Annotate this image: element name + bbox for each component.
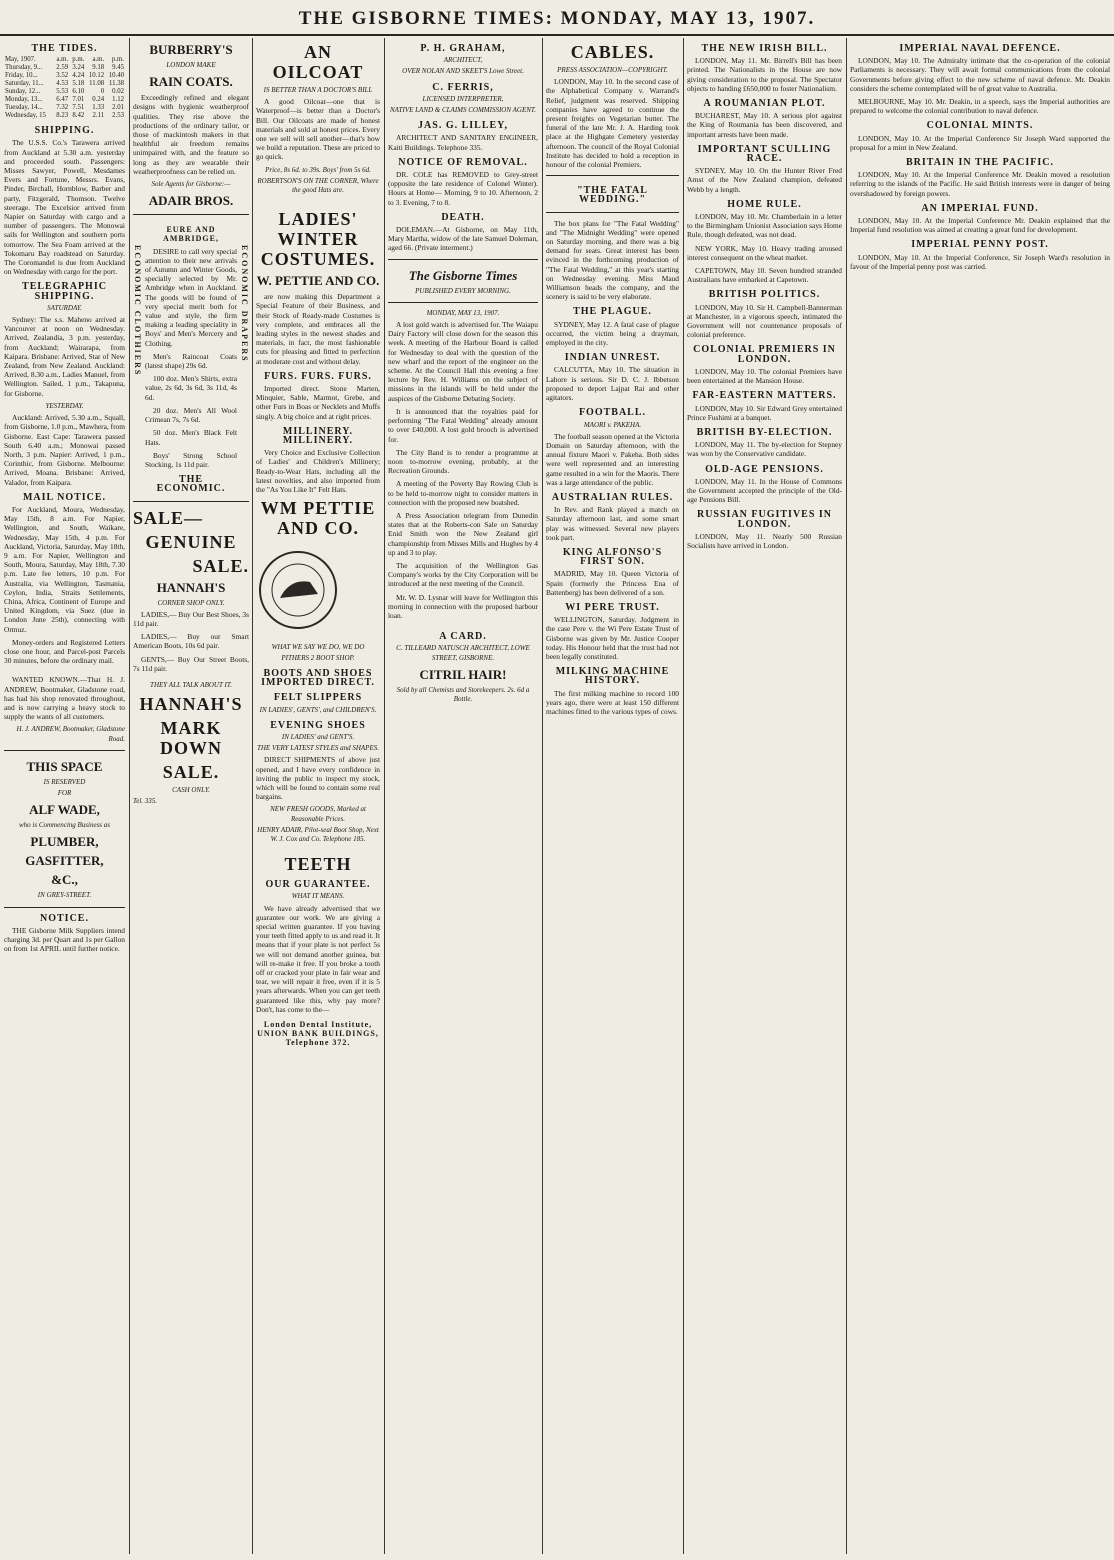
sale-title-3: SALE. bbox=[192, 555, 249, 576]
oilcoat-sub: IS BETTER THAN A DOCTOR'S BILL bbox=[263, 86, 373, 94]
political-text: LONDON, May 10. Sir H. Campbell-Bannerman at Manchester, in a vigorous speech, intimated the Government will not countenance proposals of colonial preference. bbox=[687, 302, 842, 340]
hannah-item: LADIES,— Buy our Smart American Boots, 10s 6d pair. bbox=[133, 632, 249, 651]
melbourne-text: MELBOURNE, May 10. Mr. Deakin, in a speech, says the Imperial authorities are prepared to welcome the colonial contribution to naval defence. bbox=[850, 97, 1110, 116]
markdown-3: SALE. bbox=[162, 762, 220, 783]
milking-text: The first milking machine to record 100 years ago, there were at least 150 different machines fitted to the various types of cows. bbox=[546, 688, 679, 716]
felt-sub: IN LADIES', GENTS', and CHILDREN'S. bbox=[259, 705, 377, 714]
fatal-heading: "THE FATAL WEDDING." bbox=[577, 185, 648, 206]
times-banner bbox=[388, 259, 538, 303]
sale-title-2: GENUINE bbox=[145, 531, 237, 552]
pettie-heading: W. PETTIE AND CO. bbox=[256, 273, 380, 289]
hannah-item: LADIES,— Buy Our Best Shoes, 3s 11d pair. bbox=[133, 609, 249, 628]
news-3: The City Band is to render a programme at noon to-morrow evening, probably, at the Recreation Grounds. bbox=[388, 447, 538, 476]
shipping-text: The U.S.S. Co.'s Tarawera arrived from Auckland at 5.30 a.m. yesterday and proceeded south. Passengers: Misses Sawyer, Powell, Mesdames Evers and Fortune, Messrs. Evans, Pinder, Birchall, Hornblow, Barber and party, Fitzgerald, Thomson. Twelve steerage. The Excelsior arrived from Napier on Saturday with cargo and a number of passengers. The Monowai sails for Wellington and southern ports tomorrow. The Sea Foam arrived at the Tokomaru Bay roadstead on Saturday. The Coromandel is due from Auckland on Wednesday with cargo for the port. bbox=[4, 138, 125, 277]
ferris-sub: LICENSED INTERPRETER, bbox=[422, 94, 504, 103]
tides-cell: 2.59 bbox=[56, 64, 69, 72]
column-5 bbox=[546, 38, 679, 1556]
burberry-agents: Sole Agents for Gisborne:— bbox=[151, 180, 231, 189]
column-2 bbox=[133, 38, 249, 1556]
tides-heading: THE TIDES. bbox=[31, 43, 98, 54]
yesterday-text: Auckland: Arrived, 5.30 a.m., Squall, from Gisborne, 1.0 p.m., Mawhera, from Gisborne. East Cape: Tarawera passed South 6.40 a.m.; Monowai passed North, 3 p.m. Napier: Arrived, 1 p.m., Corinthic, from Gisborne. Melbourne: Arrived, Moana. Brisbane: Arrived, Valador, from Kaipara. bbox=[4, 413, 125, 487]
guarantee-heading: OUR GUARANTEE. bbox=[265, 879, 371, 891]
death-heading: DEATH. bbox=[441, 211, 485, 223]
removal-text: DR. COLE has REMOVED to Grey-street (opposite the late residence of Colonel Winter). Hours at Home— Morning, 9 to 10. Afternoon, 2 to 3. Evening, 7 to 8. bbox=[388, 170, 538, 207]
romanian-heading: A ROUMANIAN PLOT. bbox=[703, 98, 826, 110]
markdown-1: HANNAH'S bbox=[139, 694, 243, 715]
telegraphic-heading: TELEGRAPHIC SHIPPING. bbox=[22, 281, 107, 302]
hair-heading: CITRIL HAIR! bbox=[419, 666, 507, 682]
tides-cell: 11.08 bbox=[89, 80, 105, 88]
millinery-text: Very Choice and Exclusive Collection of Ladies' and Children's Millinery; Ready-to-Wear Hats, including all the latest novelties, and also imported from the "As You Like It" Felt Hats. bbox=[256, 448, 380, 495]
oilcoat-price: Price, 8s 6d. to 39s. Boys' from 5s 6d. bbox=[265, 165, 371, 174]
homerule-heading: HOME RULE. bbox=[727, 198, 802, 210]
mints-heading: COLONIAL MINTS. bbox=[926, 120, 1034, 132]
pacific-heading: BRITAIN IN THE PACIFIC. bbox=[905, 157, 1055, 169]
tides-cell: p.m. bbox=[72, 56, 85, 64]
hannah-items bbox=[133, 610, 249, 673]
column-rule bbox=[683, 38, 684, 1554]
lilley-heading: JAS. G. LILLEY, bbox=[418, 120, 508, 132]
shoe-stamp: WHAT WE SAY WE DO, WE DO bbox=[271, 642, 365, 651]
alf-wade-advert bbox=[4, 750, 125, 908]
furs-heading: FURS. FURS. FURS. bbox=[264, 370, 372, 382]
teeth-text: We have already advertised that we guarantee our work. We are giving a special written guarantee. If you having your teeth fitted apply to us and read it. It means that if your plate is not perfect 5s we will not demand another guinea, but will re-make it free. If you broke a tooth off or cracked your plate in fair wear and tear, we will repair it free, even if it is 5 years afterwards. When you can get teeth guaranteed like this, why pay more? Don't, has come to the— bbox=[256, 903, 380, 1014]
homerule-text: LONDON, May 10. Mr. Chamberlain in a letter to the Birmingham Unionist Association says Home Rule, though defeated, was not dead. bbox=[687, 212, 842, 240]
tides-cell: 0.24 bbox=[92, 96, 105, 104]
space-for: FOR bbox=[57, 789, 72, 797]
cash-only: CASH ONLY. bbox=[172, 786, 210, 795]
tides-cell: p.m. bbox=[111, 56, 124, 64]
fareastern-text: LONDON, May 10. Sir Edward Grey entertained Prince Fushimi at a banquet. bbox=[687, 403, 842, 422]
millinery-heading: MILLINERY. MILLINERY. bbox=[282, 425, 354, 447]
pere-text: WELLINGTON, Saturday. Judgment in the case Pere v. the Wi Pere Estate Trust of Gisborne was given by Mr. Justice Cooper today. His Honour held that the trust had not been legally constituted. bbox=[546, 615, 679, 661]
hannah-sub: CORNER SHOP ONLY. bbox=[157, 598, 225, 607]
column-rule bbox=[384, 38, 385, 1554]
news-1: A lost gold watch is advertised for. The Waiapu Dairy Factory will close down for the season this week. A meeting of the Harbour Board is called for Wednesday to deal with the question of the new wharf and the report of the engineer on the scheme. At the Council Hall this evening a free lecture by Rev. H. Williams on the subject of missions in the islands will be held under the auspices of the Gisborne Debating Society. bbox=[388, 320, 538, 403]
mints-text: LONDON, May 10. At the Imperial Conference Sir Joseph Ward supported the proposal for a mint in New Zealand. bbox=[850, 133, 1110, 152]
tides-cell: 8.42 bbox=[72, 112, 85, 120]
eure-list-item: Boys' Strong School Stocking, 1s 11d pair. bbox=[145, 450, 237, 469]
cables-sub: PRESS ASSOCIATION—COPYRIGHT. bbox=[557, 66, 668, 74]
direct-text: DIRECT SHIPMENTS of above just opened, and I have every confidence in inviting the public to inspect my stock, which will be found to contain some real bargains. bbox=[256, 755, 380, 802]
tides-cell: May, 1907. bbox=[5, 56, 36, 64]
dental-sign: London Dental Institute, UNION BANK BUILDINGS, Telephone 372. bbox=[257, 1020, 379, 1048]
adair-sign: HENRY ADAIR, Pilot-seal Boot Shop, Next W. J. Cox and Co. Telephone 185. bbox=[257, 825, 379, 843]
news-5: A Press Association telegram from Dunedin states that at the Roberts-con Sale on Saturday Enid Smith won the New Zealand girl championship from Misses Mills and Hughes by 4 up and 3 to play. bbox=[388, 510, 538, 557]
wm-pettie-heading: WM PETTIE AND CO. bbox=[260, 498, 376, 539]
wanted-text: WANTED KNOWN.—That H. J. ANDREW, Bootmaker, Gladstone road, has had his shop renovated throughout, and is now carrying a heavy stock to supply the wants of all customers. bbox=[4, 675, 125, 722]
space-name: ALF WADE, bbox=[29, 802, 100, 818]
space-sub: IS RESERVED bbox=[43, 777, 86, 786]
sale-title-1: SALE— bbox=[133, 507, 204, 528]
column-1 bbox=[4, 38, 125, 1556]
notice-text: THE Gisborne Milk Suppliers intend charging 3d. per Quart and 1s per Gallon on from 1st APRIL until further notice. bbox=[4, 925, 125, 954]
ferris-heading: C. FERRIS, bbox=[432, 81, 494, 93]
tides-row bbox=[4, 56, 125, 64]
page-title: THE GISBORNE TIMES: MONDAY, MAY 13, 1907. bbox=[298, 8, 816, 29]
tides-table bbox=[4, 56, 125, 120]
yesterday-sub: YESTERDAY. bbox=[45, 401, 84, 410]
pensions-heading: OLD-AGE PENSIONS. bbox=[705, 463, 824, 475]
markdown-2: MARK DOWN bbox=[160, 718, 222, 759]
robertson-sign: ROBERTSON'S ON THE CORNER, Where the good Hats are. bbox=[257, 176, 379, 195]
fatal-box bbox=[546, 175, 679, 212]
tides-cell: 1.33 bbox=[92, 104, 105, 112]
tides-cell: 3.24 bbox=[72, 64, 85, 72]
space-trade-1: PLUMBER, bbox=[30, 834, 99, 850]
adair-heading: ADAIR BROS. bbox=[148, 193, 234, 209]
indian-text: CALCUTTA, May 10. The situation in Lahore is serious. Sir D. C. J. Ibbetson proposed to deport Lajpat Rai and other agitators. bbox=[546, 365, 679, 403]
tides-cell: 7.32 bbox=[56, 104, 69, 112]
tides-cell: 4.24 bbox=[72, 72, 85, 80]
removal-heading: NOTICE OF REMOVAL. bbox=[398, 156, 528, 168]
tides-cell: 0 bbox=[100, 88, 105, 96]
burberry-sub: LONDON MAKE bbox=[166, 61, 216, 69]
times-sub: PUBLISHED EVERY MORNING. bbox=[415, 286, 511, 295]
column-rule bbox=[129, 38, 130, 1554]
tides-cell: 7.51 bbox=[72, 104, 85, 112]
penny-text: LONDON, May 10. At the Imperial Conference, Sir Joseph Ward's resolution in favour of the Imperial penny post was carried. bbox=[850, 252, 1110, 271]
tides-cell: 4.53 bbox=[56, 80, 69, 88]
graham-sub: ARCHITECT, bbox=[443, 56, 483, 65]
graham-address: OVER NOLAN AND SKEET'S Lowe Street. bbox=[402, 67, 524, 76]
card-heading: A CARD. bbox=[439, 631, 487, 643]
hannah-item: GENTS,— Buy Our Street Boots, 7s 11d pair. bbox=[133, 654, 249, 673]
times-date: MONDAY, MAY 13, 1907. bbox=[426, 308, 500, 317]
space-trade-3: &C., bbox=[51, 872, 78, 888]
tides-cell: 8.23 bbox=[56, 112, 69, 120]
tides-row bbox=[4, 88, 125, 96]
column-rule bbox=[846, 38, 847, 1554]
tides-cell: 5.18 bbox=[72, 80, 85, 88]
telephone: Tel. 335. bbox=[133, 797, 158, 806]
eure-list-item: 20 doz. Men's All Wool Crimean 7s, 7s 6d. bbox=[145, 405, 237, 425]
tides-cell: 11.38 bbox=[108, 80, 124, 88]
eure-advert bbox=[133, 214, 249, 501]
tides-cell: 2.11 bbox=[92, 112, 105, 120]
tides-cell: 3.52 bbox=[56, 72, 69, 80]
indian-heading: INDIAN UNREST. bbox=[564, 352, 661, 364]
wanted-sign: H. J. ANDREW, Bootmaker, Gladstone Road. bbox=[16, 725, 125, 743]
cables-text: LONDON, May 10. In the second case of the Alphabetical Company v. Warrand's Relief, judgment was reserved. Shipping companies have agreed to continue the present freights on Vegetarian butter. The funeral of the late Mr. J. A. Harding took place at the Highgate Cemetery yesterday afternoon. The council of the Royal Colonial Institute has decided to hold a reception in honour of the colonial Premiers. bbox=[546, 77, 679, 170]
tides-cell: 5.53 bbox=[56, 88, 69, 96]
russian-heading: RUSSIAN FUGITIVES IN LONDON. bbox=[696, 509, 833, 530]
tides-cell: 6.10 bbox=[72, 88, 85, 96]
sculling-text: SYDNEY, May 10. On the Hunter River Fred Arnst of the New Zealand champion, defeated Webb by a length. bbox=[687, 166, 842, 194]
burberry-text: Exceedingly refined and elegant designs with hygienic weatherproof qualities. They rise above the productions of the ordinary tailor, or those of mackintosh makers in that healthful air freedom remains unimpaired with, and the feature so long as they are wearable their weatherproofness can be relied on. bbox=[133, 93, 249, 176]
tides-row bbox=[4, 96, 125, 104]
tides-cell: 1.12 bbox=[112, 96, 124, 104]
tides-cell: Sunday, 12... bbox=[5, 88, 41, 96]
hannah-heading: HANNAH'S bbox=[156, 579, 226, 595]
capetown-text: CAPETOWN, May 10. Seven hundred stranded Australians have embarked at Capetown. bbox=[687, 266, 842, 285]
pensions-text: LONDON, May 11. In the House of Commons the Government accepted the principle of the Old-age Pensions Bill. bbox=[687, 476, 842, 505]
tides-row bbox=[4, 112, 125, 120]
milking-heading: MILKING MACHINE HISTORY. bbox=[555, 666, 670, 687]
pere-heading: WI PERE TRUST. bbox=[565, 601, 660, 613]
football-heading: FOOTBALL. bbox=[578, 407, 647, 419]
eure-heading: EURE AND AMBRIDGE, bbox=[163, 225, 219, 244]
news-6: The acquisition of the Wellington Gas Company's works by the City Corporation will be introduced at the next meeting of the Council. bbox=[388, 560, 538, 589]
penny-heading: IMPERIAL PENNY POST. bbox=[911, 239, 1049, 251]
space-heading: THIS SPACE bbox=[26, 758, 103, 774]
tides-row bbox=[4, 72, 125, 80]
furs-text: Imported direct. Stone Marten, Minquier, Sable, Marmot, Grebe, and other Furs in Boas or Necklets and Muffs singly. A big choice and at right prices. bbox=[256, 384, 380, 421]
teeth-heading: TEETH bbox=[284, 854, 352, 875]
irish-text: LONDON, May 11. Mr. Birrell's Bill has been printed. The Nationalists in the House are now giving consideration to the proposal. The Spectator objects to handing £650,000 to foster Nationalism. bbox=[687, 56, 842, 93]
evening-heading: EVENING SHOES bbox=[270, 719, 366, 731]
fresh-goods: NEW FRESH GOODS, Marked at Reasonable Prices. bbox=[270, 805, 366, 823]
boots-heading: BOOTS AND SHOES IMPORTED DIRECT. bbox=[261, 667, 375, 689]
column-rule bbox=[252, 38, 253, 1554]
football-sub: MAORI v. PAKEHA. bbox=[583, 420, 642, 429]
death-text: DOLEMAN.—At Gisborne, on May 11th, Mary Martha, widow of the late Samuel Doleman, aged 66. (Private interment.) bbox=[388, 225, 538, 253]
defence-heading: IMPERIAL NAVAL DEFENCE. bbox=[899, 43, 1061, 54]
hannah-talk: THEY ALL TALK ABOUT IT. bbox=[150, 680, 232, 689]
tides-row bbox=[4, 64, 125, 72]
tides-cell: 7.01 bbox=[72, 96, 85, 104]
card-text: C. TILLEARD NATUSCH ARCHITECT, LOWE STREET, GISBORNE. bbox=[396, 644, 530, 662]
shoe-stamp-logo bbox=[256, 548, 340, 632]
tides-cell: a.m. bbox=[92, 56, 105, 64]
felt-heading: FELT SLIPPERS bbox=[273, 692, 363, 704]
tides-cell: 2.53 bbox=[112, 112, 124, 120]
tides-cell: 6.47 bbox=[56, 96, 69, 104]
evening-sub: IN LADIES' and GENT'S. bbox=[281, 732, 355, 741]
latest-styles: THE VERY LATEST STYLES and SHAPES. bbox=[256, 744, 379, 753]
tides-cell: 10.40 bbox=[108, 72, 124, 80]
column-6 bbox=[687, 38, 842, 1556]
mail-heading: MAIL NOTICE. bbox=[22, 491, 107, 503]
king-heading: KING ALFONSO'S FIRST SON. bbox=[562, 546, 663, 568]
election-heading: BRITISH BY-ELECTION. bbox=[696, 426, 833, 438]
tides-cell: Wednesday, 15 bbox=[5, 112, 46, 120]
space-trade-2: GASFITTER, bbox=[25, 853, 104, 869]
tides-cell: 9.18 bbox=[92, 64, 105, 72]
tides-cell: a.m. bbox=[56, 56, 69, 64]
space-commence: who is Commencing Business as bbox=[19, 821, 110, 830]
irish-heading: THE NEW IRISH BILL. bbox=[701, 43, 828, 54]
tides-cell: Saturday, 11... bbox=[5, 80, 44, 88]
overseas-heading: COLONIAL PREMIERS IN LONDON. bbox=[693, 344, 836, 365]
times-title: The Gisborne Times bbox=[408, 267, 518, 283]
oilcoat-text: A good Oilcoat—one that is Waterproof—is better than a Doctor's Bill. Our Oilcoats are made of honest materials and sold at honest prices. Every one we sell will sell another—that's how we build a reputation. These are priced to go quick. bbox=[256, 97, 380, 162]
tides-cell: Monday, 13... bbox=[5, 96, 43, 104]
burberry-heading: BURBERRY'S bbox=[149, 42, 233, 57]
column-rule bbox=[542, 38, 543, 1554]
side-label-right: ECONOMIC DRAPERS bbox=[240, 245, 249, 363]
king-text: MADRID, May 10. Queen Victoria of Spain (formerly the Princess Ena of Battenberg) has been delivered of a son. bbox=[546, 569, 679, 597]
plague-text: SYDNEY, May 12. A fatal case of plague occurred, the victim being a drayman, employed in the city. bbox=[546, 319, 679, 348]
tides-cell: 10.12 bbox=[88, 72, 105, 80]
sculling-heading: IMPORTANT SCULLING RACE. bbox=[697, 143, 832, 165]
rules-text: In Rev. and Rank played a match on Saturday afternoon last, and some smart play was witnessed. Several new players took part. bbox=[546, 505, 679, 542]
column-3 bbox=[256, 38, 380, 1556]
tides-cell: 0.02 bbox=[112, 88, 124, 96]
eure-list bbox=[145, 352, 237, 469]
fareastern-heading: FAR-EASTERN MATTERS. bbox=[692, 390, 837, 402]
hair-sub: Sold by all Chemists and Storekeepers. 2s. 6d a Bottle. bbox=[396, 685, 530, 703]
newyork-text: NEW YORK, May 10. Heavy trading aroused interest consequent on the wheat market. bbox=[687, 243, 842, 262]
column-7 bbox=[850, 38, 1110, 1556]
eure-list-item: 100 doz. Men's Shirts, extra value, 2s 6d, 3s 6d, 3s 11d, 4s 6d. bbox=[145, 374, 237, 402]
news-2: It is announced that the royalties paid for performing "The Fatal Wedding" already amount to over £40,000. A lost gold brooch is advertised for. bbox=[388, 406, 538, 444]
notice-heading: NOTICE. bbox=[40, 912, 89, 924]
overseas-text: LONDON, May 10. The colonial Premiers have been entertained at the Mansion House. bbox=[687, 366, 842, 386]
ladies-heading: LADIES' WINTER COSTUMES. bbox=[260, 209, 376, 270]
pacific-text: LONDON, May 10. At the Imperial Conference Mr. Deakin moved a resolution referring to the islands of the Pacific. He said British interests were in danger of being overshadowed by foreign powers. bbox=[850, 170, 1110, 198]
election-text: LONDON, May 11. The by-election for Stepney was won by the Conservative candidate. bbox=[687, 440, 842, 459]
tides-cell: 9.45 bbox=[112, 64, 124, 72]
native-agent: NATIVE LAND & CLAIMS COMMISSION AGENT. bbox=[389, 106, 537, 115]
defence-text: LONDON, May 10. The Admiralty intimate that the co-operation of the colonial Parliaments is necessary. They will await formal communications from the colonial Governments before giving effect to the new scheme of naval defence. Mr. Deakin considers the scheme contemplated will be of great value to Australia. bbox=[850, 56, 1110, 93]
telegraphic-sub: SATURDAY. bbox=[47, 303, 82, 312]
tides-cell: Friday, 10... bbox=[5, 72, 38, 80]
cables-heading: CABLES. bbox=[570, 42, 655, 62]
oilcoat-heading: AN OILCOAT bbox=[272, 42, 364, 82]
tides-cell: Tuesday, 14... bbox=[5, 104, 43, 112]
burberry-title: RAIN COATS. bbox=[149, 74, 233, 90]
space-street: IN GREY-STREET. bbox=[37, 891, 92, 900]
rules-heading: AUSTRALIAN RULES. bbox=[551, 491, 674, 503]
tides-cell: 2.01 bbox=[112, 104, 124, 112]
tides-cell: Thursday, 9... bbox=[5, 64, 43, 72]
plague-heading: THE PLAGUE. bbox=[573, 306, 652, 318]
column-4 bbox=[388, 38, 538, 1556]
side-label-left: ECONOMIC CLOTHIERS bbox=[133, 245, 143, 377]
eure-list-item: Men's Raincoat Coats (latest shape) 29s 6d. bbox=[145, 351, 237, 371]
eure-text: DESIRE to call very special attention to their new arrivals of Autumn and Winter Goods, specially selected by Mr. Ambridge when in Auckland. The goods will be found of very special merit both for value and style, the firm making a leading speciality in Boys' and Men's Mercery and Clothing. bbox=[145, 246, 237, 348]
graham-heading: P. H. GRAHAM, bbox=[420, 43, 506, 54]
shipping-heading: SHIPPING. bbox=[34, 125, 95, 137]
lilley-text: ARCHITECT AND SANITARY ENGINEER, Kaiti Buildings. Telephone 335. bbox=[388, 133, 538, 152]
tides-row bbox=[4, 80, 125, 88]
russian-text: LONDON, May 11. Nearly 500 Russian Socialists have arrived in London. bbox=[687, 531, 842, 550]
tides-row bbox=[4, 104, 125, 112]
masthead bbox=[0, 0, 1114, 36]
news-7: Mr. W. D. Lysnar will leave for Wellington this morning in connection with the proposed harbour loan. bbox=[388, 592, 538, 620]
telegraphic-text: Sydney: The s.s. Maheno arrived at Vancouver at noon on Wednesday. Arrived, Zealandia, 3 p.m. yesterday, from Auckland; Wairarapa, from Kaipara. Brisbane: Arrived, Star of New Zealand, from New Zealand. Auckland: Arrived, 8.30 a.m., Ladies Manuel, from Wellington. Sailed, 1 p.m., Takapuna, for Gisborne. bbox=[4, 315, 125, 398]
romanian-text: BUCHAREST, May 10. A serious plot against the King of Roumania has been discovered, and important arrests have been made. bbox=[687, 111, 842, 139]
football-text: The football season opened at the Victoria Domain on Saturday afternoon, with the annual fixture Maori v. Pakeha. Both sides were well represented and an interesting game resulted in a win for the Maoris. There was a large attendance of the public. bbox=[546, 431, 679, 487]
economic-heading: THE ECONOMIC. bbox=[156, 474, 226, 495]
what-means: WHAT IT MEANS. bbox=[291, 892, 345, 901]
money-text: Money-orders and Registered Letters close one hour, and Parcel-post Parcels 30 minutes, before the ordinary mail. bbox=[4, 637, 125, 666]
shoe-stamp-sub: PITHERS 2 BOOT SHOP. bbox=[281, 653, 355, 662]
mail-text: For Auckland, Moura, Wednesday, May 15th, 8 a.m. For Napier, Wellington, and South, Waikare, Wednesday, May 15th, 4 p.m. For Auckland, Victoria, Saturday, May 18th, 9 a.m. For Napier, Wellington and South, Moura, Saturday, May 18th, 7.30 p.m. Late fee letters, 10 p.m. For Australia, via Wellington, Tasmania, Ceylon, India, Straits Settlements, China, Africa, Continent of Europe and United Kingdom, via Suez (due in London June 25th), connecting with Ormuz. bbox=[4, 504, 125, 634]
fund-heading: AN IMPERIAL FUND. bbox=[921, 202, 1039, 214]
pettie-text: are now making this Department a Special Feature of their Business, and their Stock of Ready-made Costumes is very complete, and embraces all the leading styles in the newest shades and materials, in fact, the most fashionable cuts for pleasing and fitted to perfection at moderate cost and without delay. bbox=[256, 292, 380, 366]
news-4: A meeting of the Poverty Bay Rowing Club is to be held to-morrow night to consider matters in connection with the proposed new boatshed. bbox=[388, 479, 538, 507]
eure-list-item: 50 doz. Men's Black Felt Hats. bbox=[145, 428, 237, 447]
political-heading: BRITISH POLITICS. bbox=[708, 289, 821, 301]
fatal-text: The box plans for "The Fatal Wedding" and "The Midnight Wedding" were opened on Saturday morning, and there was a big demand for seats. Great interest has been evinced in the forthcoming production of "The Fatal Wedding," at this year's starting on Wednesday evening. Miss Maud Williamson heads the company, and the scenery is said to be very elaborate. bbox=[546, 218, 679, 302]
fund-text: LONDON, May 10. At the Imperial Conference Mr. Deakin explained that the Imperial fund resolution was aimed at creating a great fund for development. bbox=[850, 216, 1110, 235]
